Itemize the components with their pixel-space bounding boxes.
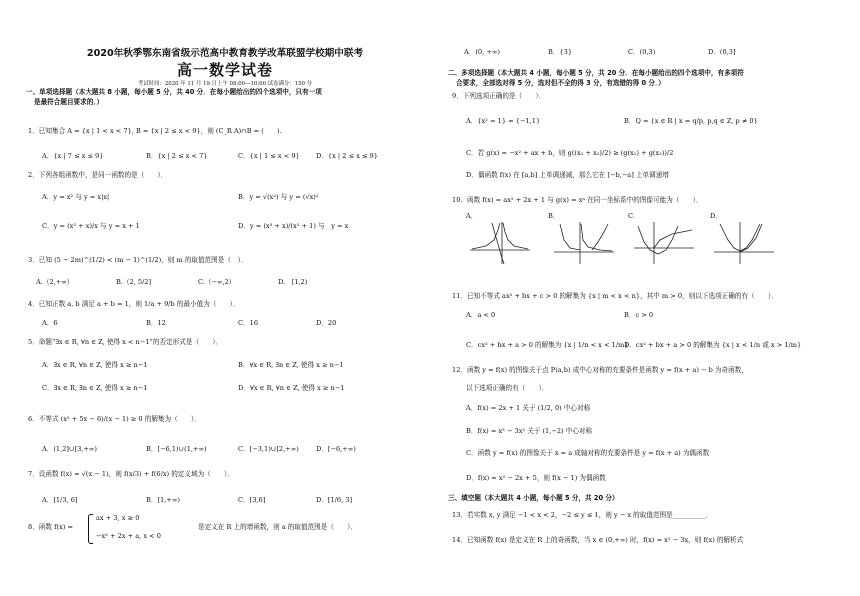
q8-piece1: ax + 3, x ≥ 0 — [96, 514, 140, 522]
q6-option-b: B．[−6,1)∪(1,+∞) — [146, 445, 207, 453]
q1-option-d: D．{x | 2 ≤ x ≤ 9} — [316, 152, 378, 160]
exam-title: 2020年秋季鄂东南省级示范高中教育教学改革联盟学校期中联考 — [86, 48, 364, 59]
q11-stem: 11．已知不等式 ax² + bx + c > 0 的解集为 {x | m < x < n}，其中 m > 0，则以下选项正确的有（ ）． — [452, 292, 778, 300]
q8-option-c: C．(0,3) — [628, 48, 656, 56]
q1-option-b: B．{x | 2 ≤ x < 7} — [146, 152, 208, 160]
q9-option-a: A．{x² = 1} = {−1,1} — [466, 117, 541, 125]
q10-option-b: B． — [548, 212, 560, 220]
q8-option-d: D．(0,3] — [708, 48, 736, 56]
q11-option-c: C．cx² + bx + a > 0 的解集为 {x | 1/n < x < 1/m} — [466, 341, 629, 349]
q5-option-a: A．∃x ∈ R, ∀n ∈ Z, 使得 x ≥ n−1 — [42, 361, 148, 369]
section1-heading-line2: 是最符合题目要求的．） — [34, 98, 104, 106]
q9-option-b: B．Q = {x ∈ R | x = q/p, p,q ∈ Z, p ≠ 0} — [624, 117, 758, 125]
q13-stem: 13．若实数 x, y 满足 −1 < x < 2，−2 ≤ y ≤ 1，则 y − x 的取值范围是__________． — [452, 511, 713, 519]
q10-graph-c — [632, 220, 696, 266]
q12-stem: 12．函数 y = f(x) 的图像关于点 P(a,b) 成中心对称的充要条件是函数 y = f(x + a) − b 为奇函数， — [452, 366, 748, 374]
q2-option-d: D．y = (x³ + x)/(x² + 1) 与 y = x — [238, 222, 349, 230]
q3-option-b: B.（2, 5/2] — [116, 278, 152, 286]
q4-option-c: C．16 — [238, 319, 259, 327]
q9-option-d: D．偶函数 f(x) 在 [a,b] 上单调递减，那么它在 [−b,−a] 上单调递增 — [466, 171, 669, 179]
q5-option-d: D．∀x ∈ R, ∀n ∈ Z, 使得 x ≥ n−1 — [238, 384, 345, 392]
q1-option-c: C．{x | 1 ≤ x < 9} — [238, 152, 300, 160]
q10-option-d: D． — [710, 212, 722, 220]
q6-option-c: C．[−3,1)∪[2,+∞) — [238, 445, 299, 453]
q12-option-a: A．f(x) = 2x + 1 关于 (1/2, 0) 中心对称 — [466, 404, 591, 412]
q2-option-c: C．y = (x² + x)/x 与 y = x + 1 — [42, 222, 140, 230]
q1-stem: 1．已知集合 A = {x | 1 < x < 7}, B = {x | 2 ≤ x < 9}，则 (C_R A)∩B = ( ). — [28, 127, 282, 135]
q4-option-d: D．20 — [316, 319, 337, 327]
q4-stem: 4．已知正数 a, b 满足 a + b = 1，则 1/a + 9/b 的最小值为（ ）． — [28, 300, 240, 308]
q11-option-a: A．a < 0 — [466, 311, 496, 319]
q3-option-d: D. [1,2) — [278, 278, 308, 286]
q12-option-d: D．f(x) = x² − 2x + 5，则 f(x − 1) 为偶函数 — [466, 474, 606, 482]
q6-option-d: D．[−6,+∞) — [316, 445, 356, 453]
q8-option-b: B．{3} — [548, 48, 573, 56]
q7-option-b: B．[1,+∞) — [146, 496, 180, 504]
q10-graph-d — [712, 220, 776, 266]
q3-option-c: C.（−∞,2） — [198, 278, 236, 286]
exam-subject: 高一数学试卷 — [176, 61, 273, 79]
q10-graph-b — [552, 220, 616, 266]
q12-option-b: B．f(x) = x³ − 3x² 关于 (1,−2) 中心对称 — [466, 427, 593, 435]
exam-meta: 考试时间：2020 年 11 月 19 日上午 08:00—10:00 试卷满分：150 分 — [137, 81, 313, 87]
q3-stem: 3．已知 (5 − 2m)^(1/2) < (m − 1)^(1/2)，则 m 的取值范围是（ ）． — [28, 256, 248, 264]
q9-option-c: C．若 g(x) = −x² + ax + b，则 g((x₁ + x₂)/2) ≥ (g(x₁) + g(x₂))/2 — [466, 149, 674, 157]
q14-stem: 14．已知函数 f(x) 是定义在 R 上的奇函数，当 x ∈ (0,+∞) 时，f(x) = x² − 3x，则 f(x) 的解析式 — [452, 536, 744, 544]
q8-stem-pre: 8．函数 f(x) = — [28, 523, 73, 531]
section2-heading: 二、多项选择题（本大题共 4 小题，每小题 5 分，共 20 分．在每小题给出的四个选项中，有多项符 — [448, 69, 744, 77]
q6-option-a: A．(1,2]∪[3,+∞) — [42, 445, 97, 453]
q4-option-b: B．12 — [146, 319, 166, 327]
section3-heading: 三、填空题（本大题共 4 小题，每小题 5 分，共 20 分） — [448, 494, 619, 502]
section2-heading-line2: 合要求，全部选对得 5 分，选对但不全的得 3 分，有选错的得 0 分．） — [456, 79, 665, 87]
q7-option-c: C．[3,6] — [238, 496, 266, 504]
q7-option-d: D．[1/6, 3] — [316, 496, 353, 504]
q8-option-a: A．(0, +∞) — [464, 48, 500, 56]
q4-option-a: A．6 — [42, 319, 58, 327]
q5-option-b: B．∀x ∈ R, ∃n ∈ Z, 使得 x ≥ n−1 — [238, 361, 344, 369]
q8-stem-post: 是定义在 R 上的增函数，则 a 的取值范围是（ ）． — [198, 523, 358, 531]
q10-option-a: A． — [466, 212, 478, 220]
q8-piece2: −x² + 2x + a, x < 0 — [96, 532, 161, 540]
q3-option-a: A.（2,+∞） — [36, 278, 74, 286]
q6-stem: 6．不等式 (x² + 5x − 6)/(x − 1) ≥ 0 的解集为（ ）． — [28, 415, 201, 423]
section1-heading: 一、单项选择题（本大题共 8 小题，每小题 5 分，共 40 分．在每小题给出的四个选项中，只有一项 — [26, 88, 322, 96]
q2-option-b: B．y = √(x²) 与 y = (√x)² — [238, 193, 319, 201]
q5-option-c: C．∃x ∈ R, ∃n ∈ Z, 使得 x ≥ n−1 — [42, 384, 148, 392]
q7-stem: 7．设函数 f(x) = √(x − 1)，则 f(x/3) + f(6/x) 的定义域为（ ）． — [28, 470, 234, 478]
q9-stem: 9．下列选项正确的是（ ）． — [452, 92, 546, 100]
q8-brace — [88, 514, 93, 544]
q10-graph-a — [468, 220, 532, 266]
q12-option-c: C．函数 y = f(x) 的图像关于 x = a 成轴对称的充要条件是 y = f(x + a) 为偶函数 — [466, 449, 710, 457]
q10-stem: 10．函数 f(x) = ax² + 2x + 1 与 g(x) = xᵃ 在同一坐标系中的图像可能为（ ）． — [452, 196, 703, 204]
q2-option-a: A．y = x² 与 y = x|x| — [42, 193, 110, 201]
q2-stem: 2．下列各组函数中，是同一函数的是（ ）． — [28, 171, 168, 179]
q12-stem-line2: 以下选项正确的有（ ）． — [466, 384, 549, 392]
q10-option-c: C． — [628, 212, 640, 220]
q5-stem: 5．命题“∃x ∈ R, ∀n ∈ Z, 使得 x < n−1”的否定形式是（ ）． — [28, 338, 223, 346]
q7-option-a: A．[1/3, 6] — [42, 496, 78, 504]
q11-option-d: D．cx² + bx + a > 0 的解集为 {x | x < 1/n 或 x > 1/m} — [624, 341, 802, 349]
q1-option-a: A．{x | 7 ≤ x ≤ 9} — [42, 152, 104, 160]
q11-option-b: B．c > 0 — [624, 311, 654, 319]
